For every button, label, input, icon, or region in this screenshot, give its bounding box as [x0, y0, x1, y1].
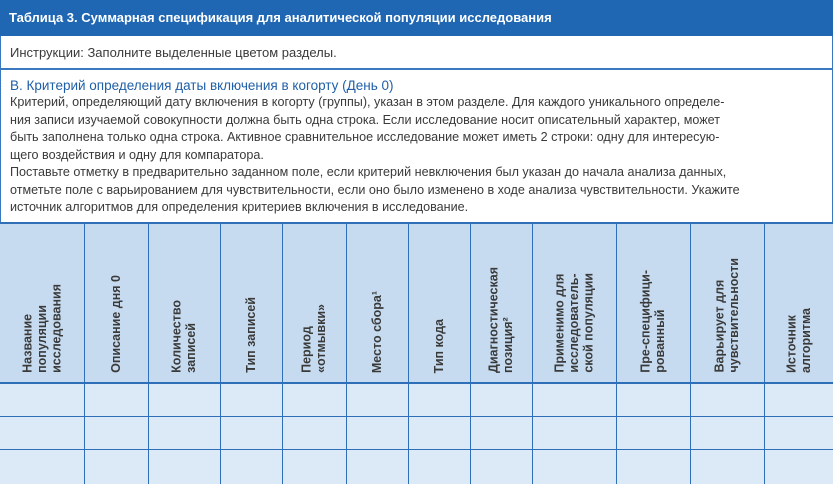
col-header-label: Количество записей — [169, 300, 198, 373]
table-cell[interactable] — [616, 449, 690, 484]
section-line: источник алгоритмов для определения критериев включения в исследование. — [10, 200, 469, 214]
section-line: Критерий, определяющий дату включения в когорту (группы), указан в этом разделе. Для каждого уникального определе- — [10, 95, 725, 109]
table-cell[interactable] — [220, 383, 282, 416]
table-cell[interactable] — [0, 416, 84, 449]
table-cell[interactable] — [408, 416, 470, 449]
col-header-label: Период «отмывки» — [299, 304, 328, 373]
table-cell[interactable] — [764, 416, 833, 449]
col-header-label: Источник алгоритма — [784, 307, 813, 373]
table-cell[interactable] — [84, 416, 148, 449]
section-line: щего воздействия и одну для компаратора. — [10, 147, 264, 162]
table-cell[interactable] — [220, 416, 282, 449]
col-header-label: Название популяции исследования — [20, 284, 63, 373]
section-heading: B. Критерий определения даты включения в когорту (День 0) — [10, 78, 394, 93]
specification-table — [0, 224, 833, 484]
table-cell[interactable] — [148, 416, 220, 449]
table-cell[interactable] — [532, 416, 616, 449]
col-header-sensitivity — [690, 224, 764, 383]
table-cell[interactable] — [0, 449, 84, 484]
table-cell[interactable] — [84, 449, 148, 484]
table-cell[interactable] — [532, 383, 616, 416]
table-row — [0, 383, 833, 416]
col-header-entry-type — [220, 224, 282, 383]
col-header-label: Варьирует для чувствительности — [712, 258, 741, 373]
col-header-label: Диагностическая позиция² — [486, 266, 515, 373]
table-cell[interactable] — [346, 449, 408, 484]
table-cell[interactable] — [346, 383, 408, 416]
table-cell[interactable] — [282, 449, 346, 484]
table-cell[interactable] — [346, 416, 408, 449]
header-row — [0, 224, 833, 383]
col-header-collection-site — [346, 224, 408, 383]
col-header-day0-description — [84, 224, 148, 383]
table-cell[interactable] — [616, 383, 690, 416]
col-header-diagnostic-position — [470, 224, 532, 383]
table-cell[interactable] — [470, 416, 532, 449]
table-cell[interactable] — [532, 449, 616, 484]
table-cell[interactable] — [470, 449, 532, 484]
table-row — [0, 416, 833, 449]
table-cell[interactable] — [690, 416, 764, 449]
table-row — [0, 449, 833, 484]
instructions-text: Инструкции: Заполните выделенные цветом разделы. — [0, 36, 833, 68]
section-line: отметьте поле с варьированием для чувствительности, если оно было изменено в ходе анализа чувствительности. Укажите — [10, 182, 740, 197]
col-header-label: Применимо для исследователь- ской популяции — [552, 273, 596, 373]
section-line: ния записи изучаемой совокупности должна быть одна строка. Если исследование носит описательный характер, может — [10, 112, 721, 127]
table-cell[interactable] — [470, 383, 532, 416]
col-header-prespecified — [616, 224, 690, 383]
col-header-code-type — [408, 224, 470, 383]
table-cell[interactable] — [764, 383, 833, 416]
section-line: Поставьте отметку в предварительно заданном поле, если критерий невключения был указан до начала анализа данных, — [10, 165, 727, 179]
table-cell[interactable] — [690, 449, 764, 484]
section-line: быть заполнена только одна строка. Активное сравнительное исследование может иметь 2 строки: одну для интересую- — [10, 130, 720, 144]
col-header-label: Тип кода — [431, 318, 446, 373]
col-header-washout-period — [282, 224, 346, 383]
table-cell[interactable] — [0, 383, 84, 416]
table-cell[interactable] — [690, 383, 764, 416]
table-cell[interactable] — [148, 449, 220, 484]
table-cell[interactable] — [282, 416, 346, 449]
section-description — [10, 94, 822, 217]
col-header-label: Пре-специфици- рованный — [638, 270, 667, 373]
table-cell[interactable] — [148, 383, 220, 416]
col-header-algorithm-source — [764, 224, 833, 383]
table-title: Таблица 3. Суммарная спецификация для аналитической популяции исследования — [0, 0, 833, 36]
col-header-label: Описание дня 0 — [108, 275, 123, 373]
col-header-label: Тип записей — [243, 297, 258, 373]
col-header-entries-count — [148, 224, 220, 383]
col-header-label: Место сбора¹ — [369, 290, 384, 373]
table-cell[interactable] — [616, 416, 690, 449]
specification-table-wrap — [0, 222, 833, 484]
table-cell[interactable] — [764, 449, 833, 484]
table-cell[interactable] — [408, 449, 470, 484]
section-b — [0, 68, 833, 222]
col-header-applicable — [532, 224, 616, 383]
table-cell[interactable] — [84, 383, 148, 416]
table-cell[interactable] — [282, 383, 346, 416]
table-cell[interactable] — [220, 449, 282, 484]
table-cell[interactable] — [408, 383, 470, 416]
col-header-population-name — [0, 224, 84, 383]
